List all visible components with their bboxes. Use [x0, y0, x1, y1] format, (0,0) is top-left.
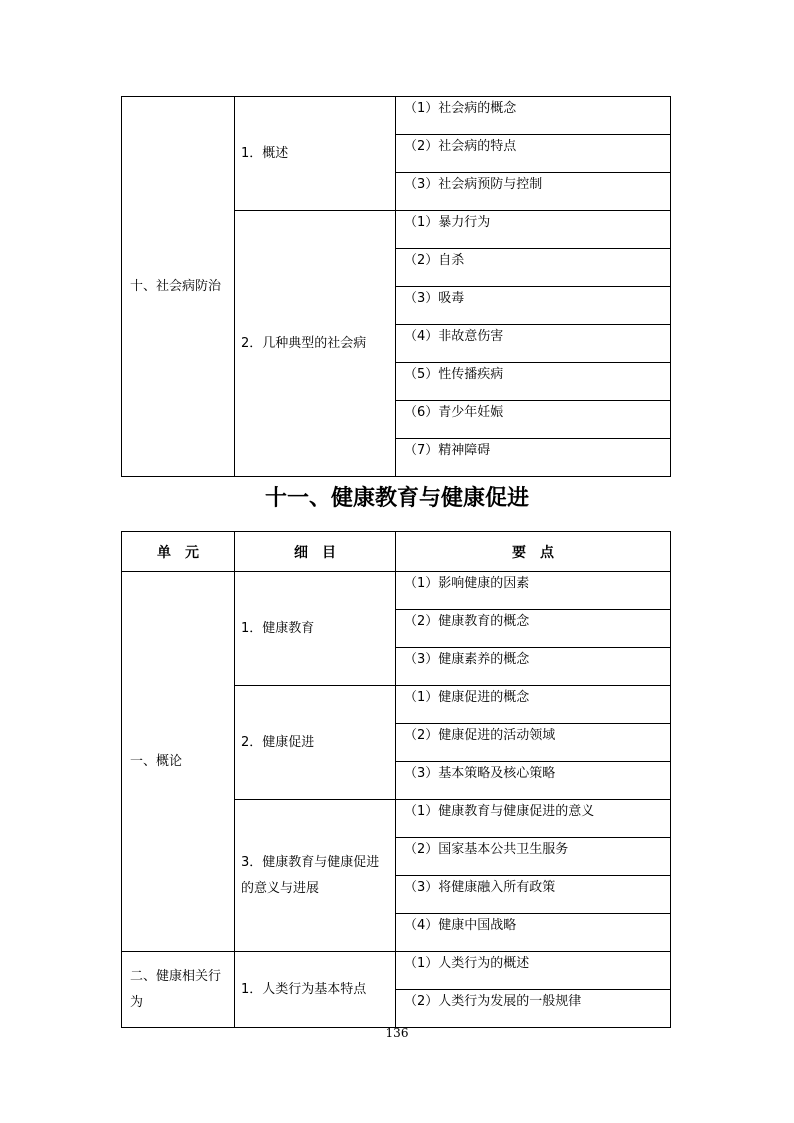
point-cell: （6）青少年妊娠: [396, 401, 671, 439]
subitem-cell: 3．健康教育与健康促进的意义与进展: [235, 800, 396, 952]
point-cell: （1）暴力行为: [396, 211, 671, 249]
point-cell: （5）性传播疾病: [396, 363, 671, 401]
social-disease-table: [121, 96, 671, 477]
section-title: 十一、健康教育与健康促进: [264, 485, 529, 511]
header-subitem: 细 目: [235, 532, 396, 572]
unit-cell: 二、健康相关行为: [122, 952, 235, 1028]
page-number: 136: [385, 1026, 409, 1040]
point-cell: （1）影响健康的因素: [396, 572, 671, 610]
header-unit: 单 元: [122, 532, 235, 572]
point-cell: （4）健康中国战略: [396, 914, 671, 952]
point-cell: （1）健康促进的概念: [396, 686, 671, 724]
point-cell: （2）健康教育的概念: [396, 610, 671, 648]
point-cell: （7）精神障碍: [396, 439, 671, 477]
subitem-cell: 2．几种典型的社会病: [235, 211, 396, 477]
point-cell: （2）社会病的特点: [396, 135, 671, 173]
point-cell: （2）健康促进的活动领域: [396, 724, 671, 762]
point-cell: （1）健康教育与健康促进的意义: [396, 800, 671, 838]
point-cell: （1）人类行为的概述: [396, 952, 671, 990]
unit-cell: 十、社会病防治: [122, 97, 235, 477]
subitem-cell: 2．健康促进: [235, 686, 396, 800]
subitem-cell: 1．概述: [235, 97, 396, 211]
health-education-table: [121, 531, 671, 1028]
point-cell: （4）非故意伤害: [396, 325, 671, 363]
point-cell: （2）自杀: [396, 249, 671, 287]
point-cell: （3）基本策略及核心策略: [396, 762, 671, 800]
point-cell: （2）国家基本公共卫生服务: [396, 838, 671, 876]
subitem-cell: 1．人类行为基本特点: [235, 952, 396, 1028]
point-cell: （3）健康素养的概念: [396, 648, 671, 686]
point-cell: （1）社会病的概念: [396, 97, 671, 135]
point-cell: （3）社会病预防与控制: [396, 173, 671, 211]
subitem-cell: 1．健康教育: [235, 572, 396, 686]
header-points: 要 点: [396, 532, 671, 572]
point-cell: （3）将健康融入所有政策: [396, 876, 671, 914]
point-cell: （3）吸毒: [396, 287, 671, 325]
unit-cell: 一、概论: [122, 572, 235, 952]
point-cell: （2）人类行为发展的一般规律: [396, 990, 671, 1028]
